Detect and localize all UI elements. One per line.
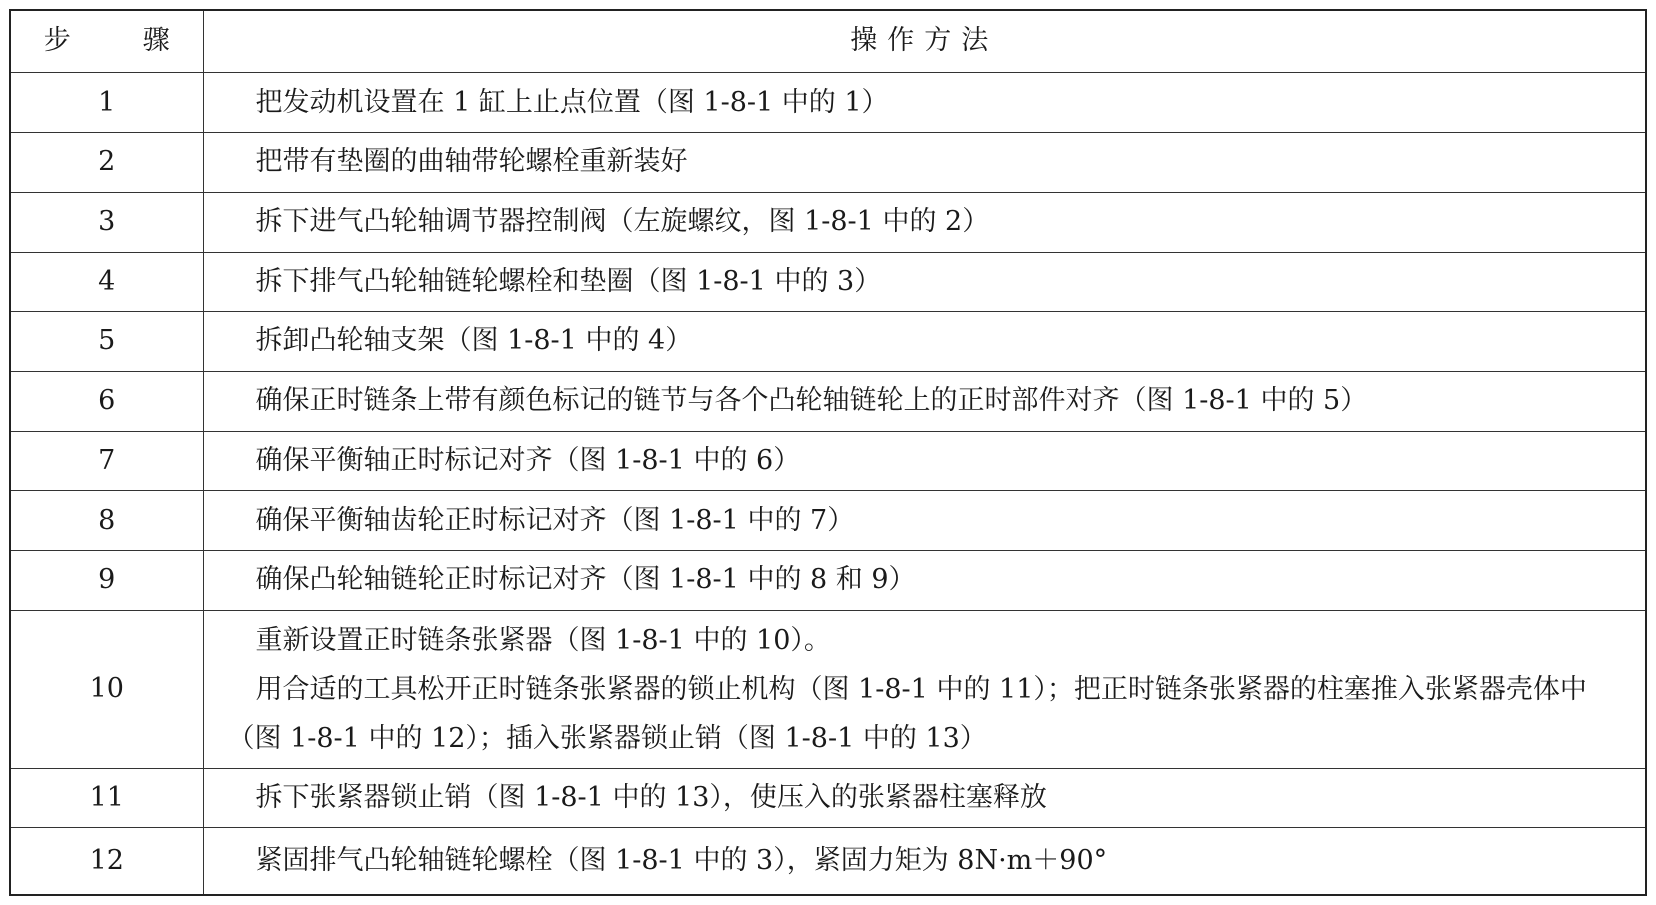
step-number: 12 <box>11 828 203 894</box>
step-number: 9 <box>11 551 203 611</box>
table-row <box>11 192 1645 252</box>
header-method: 操作方法 <box>203 11 1645 73</box>
table-header-row <box>11 11 1645 73</box>
step-method <box>203 371 1645 431</box>
step-method-line1: 重新设置正时链条张紧器（图 1-8-1 中的 10）。 <box>255 624 831 656</box>
step-method-text: 拆下进气凸轮轴调节器控制阀（左旋螺纹，图 1-8-1 中的 2） <box>255 205 990 237</box>
step-method <box>203 192 1645 252</box>
step-method-text: 确保平衡轴正时标记对齐（图 1-8-1 中的 6） <box>255 444 801 476</box>
step-method-text: 确保平衡轴齿轮正时标记对齐（图 1-8-1 中的 7） <box>255 504 855 536</box>
step-method-text: 拆卸凸轮轴支架（图 1-8-1 中的 4） <box>255 325 693 357</box>
table-row <box>11 133 1645 193</box>
step-method-text: 拆下张紧器锁止销（图 1-8-1 中的 13），使压入的张紧器柱塞释放 <box>255 781 1047 813</box>
step-number: 5 <box>11 312 203 372</box>
procedure-table-frame <box>9 9 1647 896</box>
table-row <box>11 312 1645 372</box>
table-row <box>11 551 1645 611</box>
table-row <box>11 371 1645 431</box>
step-number: 2 <box>11 133 203 193</box>
step-number: 11 <box>11 768 203 828</box>
step-number: 10 <box>11 610 203 768</box>
table-row <box>11 73 1645 133</box>
step-method <box>203 828 1645 894</box>
step-method <box>203 551 1645 611</box>
step-method-text: 确保凸轮轴链轮正时标记对齐（图 1-8-1 中的 8 和 9） <box>255 564 916 596</box>
step-number: 7 <box>11 431 203 491</box>
step-method <box>203 768 1645 828</box>
step-method <box>203 73 1645 133</box>
step-number: 4 <box>11 252 203 312</box>
table-row <box>11 252 1645 312</box>
step-number: 8 <box>11 491 203 551</box>
step-method <box>203 610 1645 768</box>
header-step-char2: 骤 <box>142 25 170 57</box>
table-row <box>11 610 1645 768</box>
step-method <box>203 312 1645 372</box>
header-step <box>11 11 203 73</box>
step-method-text: 把发动机设置在 1 缸上止点位置（图 1-8-1 中的 1） <box>255 86 889 118</box>
table-row <box>11 431 1645 491</box>
header-step-char1: 步 <box>43 25 71 57</box>
step-method <box>203 491 1645 551</box>
step-method-text: 把带有垫圈的曲轴带轮螺栓重新装好 <box>255 146 688 178</box>
step-method <box>203 431 1645 491</box>
table-row <box>11 828 1645 894</box>
table-row <box>11 768 1645 828</box>
step-number: 1 <box>11 73 203 133</box>
step-method-text: 紧固排气凸轮轴链轮螺栓（图 1-8-1 中的 3），紧固力矩为 8N·m＋90° <box>255 844 1108 876</box>
step-method <box>203 133 1645 193</box>
step-number: 3 <box>11 192 203 252</box>
step-method <box>203 252 1645 312</box>
step-method-line2: 用合适的工具松开正时链条张紧器的锁止机构（图 1-8-1 中的 11）；把正时链条张紧器的柱塞推入张紧器壳体中（图 1-8-1 中的 12）；插入张紧器锁止销（图 1-8-1 中的 13） <box>227 673 1587 754</box>
table-row <box>11 491 1645 551</box>
step-method-text: 确保正时链条上带有颜色标记的链节与各个凸轮轴链轮上的正时部件对齐（图 1-8-1 中的 5） <box>255 385 1368 417</box>
step-method-text: 拆下排气凸轮轴链轮螺栓和垫圈（图 1-8-1 中的 3） <box>255 265 882 297</box>
procedure-table <box>11 11 1645 894</box>
step-number: 6 <box>11 371 203 431</box>
